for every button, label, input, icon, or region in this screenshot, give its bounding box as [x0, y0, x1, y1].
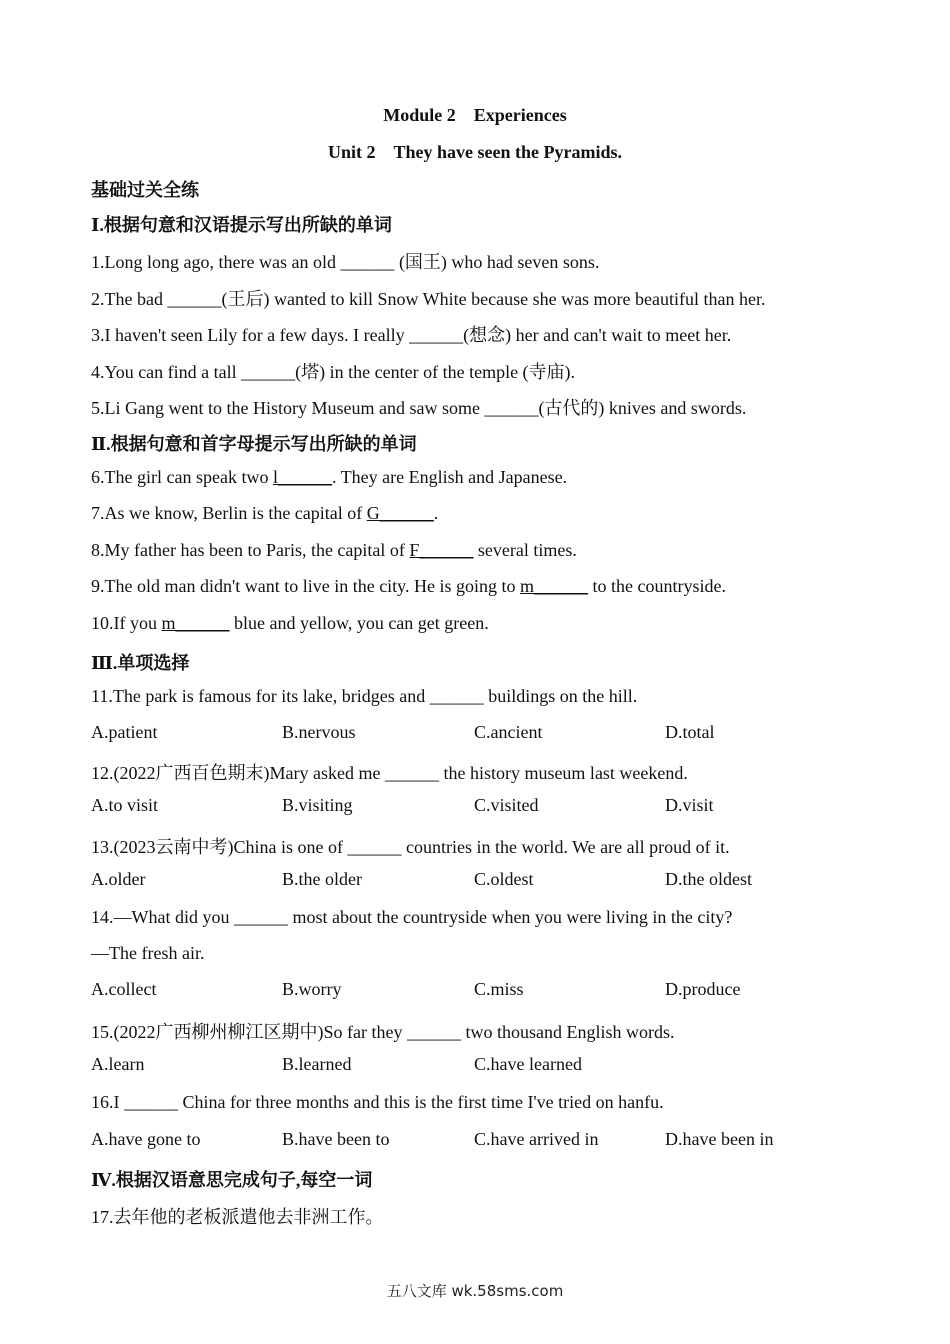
question-8-text-end: several times.: [473, 540, 577, 560]
option-11-b: B.nervous: [282, 722, 356, 742]
question-9: [91, 576, 726, 597]
question-4: 4.You can find a tall ______(塔) in the center of the temple (寺庙).: [91, 362, 576, 382]
question-7-blank: G______: [366, 503, 434, 523]
question-9-blank: m______: [520, 576, 589, 596]
option-14-d: D.produce: [665, 979, 741, 999]
option-14-c: C.miss: [474, 979, 524, 999]
option-15-b: B.learned: [282, 1054, 352, 1074]
question-6: [91, 467, 567, 488]
question-10-blank: m______: [161, 613, 230, 633]
section-heading-3: Ⅲ.单项选择: [91, 653, 190, 673]
question-17: 17.去年他的老板派遣他去非洲工作。: [91, 1207, 384, 1227]
option-16-c: C.have arrived in: [474, 1129, 599, 1149]
question-5: 5.Li Gang went to the History Museum and saw some ______(古代的) knives and swords.: [91, 398, 747, 418]
option-13-b: B.the older: [282, 869, 362, 889]
question-6-text: 6.The girl can speak two: [91, 467, 273, 487]
option-13-c: C.oldest: [474, 869, 534, 889]
section-heading-2: Ⅱ.根据句意和首字母提示写出所缺的单词: [91, 434, 417, 454]
question-3: 3.I haven't seen Lily for a few days. I really ______(想念) her and can't wait to meet her.: [91, 325, 732, 345]
question-7-text: 7.As we know, Berlin is the capital of: [91, 503, 367, 523]
question-8-blank: F______: [409, 540, 474, 560]
option-11-a: A.patient: [91, 722, 158, 742]
practice-heading: 基础过关全练: [91, 180, 199, 200]
option-16-a: A.have gone to: [91, 1129, 201, 1149]
option-12-d: D.visit: [665, 795, 714, 815]
question-15: 15.(2022广西柳州柳江区期中)So far they ______ two thousand English words.: [91, 1022, 675, 1042]
question-10-text: 10.If you: [91, 613, 162, 633]
question-8-text: 8.My father has been to Paris, the capital of: [91, 540, 410, 560]
question-9-text: 9.The old man didn't want to live in the city. He is going to: [91, 576, 521, 596]
option-16-d: D.have been in: [665, 1129, 774, 1149]
option-14-b: B.worry: [282, 979, 342, 999]
option-15-c: C.have learned: [474, 1054, 582, 1074]
option-14-a: A.collect: [91, 979, 157, 999]
option-12-b: B.visiting: [282, 795, 353, 815]
option-16-b: B.have been to: [282, 1129, 390, 1149]
question-7-text-end: .: [433, 503, 439, 523]
question-7: [91, 503, 438, 524]
question-11: 11.The park is famous for its lake, bridges and ______ buildings on the hill.: [91, 686, 638, 706]
question-13: 13.(2023云南中考)China is one of ______ countries in the world. We are all proud of it.: [91, 837, 730, 857]
section-heading-1: Ⅰ.根据句意和汉语提示写出所缺的单词: [91, 215, 392, 235]
section-heading-4: Ⅳ.根据汉语意思完成句子,每空一词: [91, 1170, 373, 1190]
option-11-d: D.total: [665, 722, 715, 742]
question-14-answer-line: —The fresh air.: [91, 943, 205, 963]
option-13-a: A.older: [91, 869, 146, 889]
unit-title: Unit 2 They have seen the Pyramids.: [328, 142, 622, 162]
question-8: [91, 540, 577, 561]
question-12: 12.(2022广西百色期末)Mary asked me ______ the history museum last weekend.: [91, 763, 688, 783]
footer-watermark: 五八文库 wk.58sms.com: [386, 1282, 564, 1300]
question-14: 14.—What did you ______ most about the countryside when you were living in the city?: [91, 907, 733, 927]
option-13-d: D.the oldest: [665, 869, 752, 889]
question-10: [91, 613, 489, 634]
question-1: 1.Long long ago, there was an old ______ (国王) who had seven sons.: [91, 252, 600, 272]
option-11-c: C.ancient: [474, 722, 543, 742]
question-2: 2.The bad ______(王后) wanted to kill Snow White because she was more beautiful than her.: [91, 289, 766, 309]
question-16: 16.I ______ China for three months and this is the first time I've tried on hanfu.: [91, 1092, 664, 1112]
module-title: Module 2 Experiences: [383, 105, 567, 125]
question-6-blank: l______: [272, 467, 332, 487]
option-12-c: C.visited: [474, 795, 539, 815]
question-10-text-end: blue and yellow, you can get green.: [229, 613, 489, 633]
question-6-text-end: . They are English and Japanese.: [331, 467, 568, 487]
question-9-text-end: to the countryside.: [588, 576, 727, 596]
option-15-a: A.learn: [91, 1054, 145, 1074]
option-12-a: A.to visit: [91, 795, 159, 815]
